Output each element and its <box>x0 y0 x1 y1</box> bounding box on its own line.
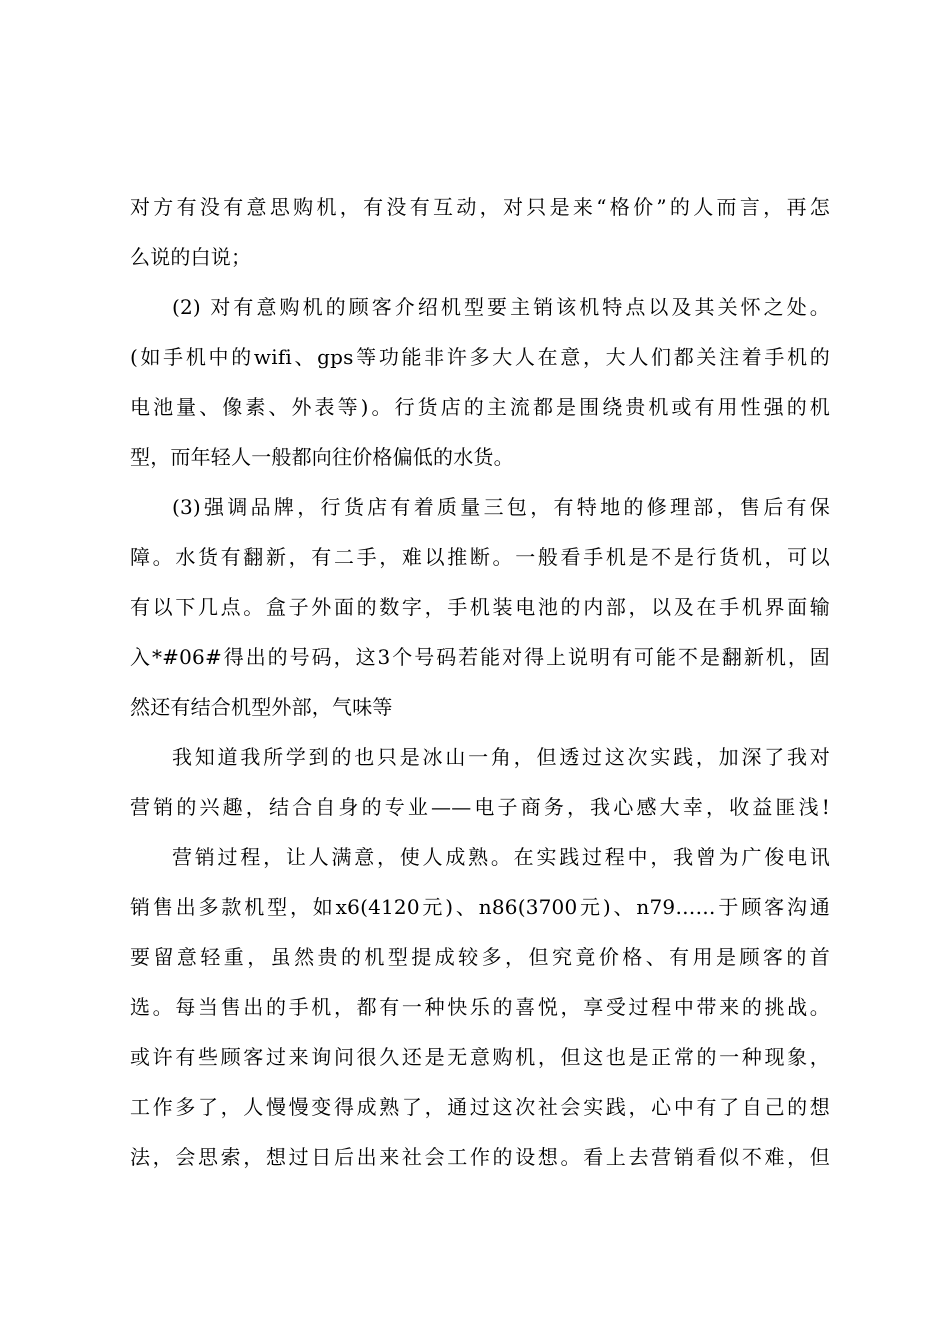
text-line-7: (3)强调品牌，行货店有着质量三包，有特地的修理部，售后有保 <box>172 495 830 519</box>
text-line-8: 障。水货有翻新，有二手，难以推断。一般看手机是不是行货机，可以 <box>130 545 830 569</box>
text-line-17: 选。每当售出的手机，都有一种快乐的喜悦，享受过程中带来的挑战。 <box>130 995 830 1019</box>
text-line-5: 电池量、像素、外表等)。行货店的主流都是围绕贵机或有用性强的机 <box>130 395 830 419</box>
text-line-6: 型，而年轻人一般都向往价格偏低的水货。 <box>130 445 514 469</box>
text-line-12: 我知道我所学到的也只是冰山一角，但透过这次实践，加深了我对 <box>172 745 830 769</box>
text-line-14: 营销过程，让人满意，使人成熟。在实践过程中，我曾为广俊电讯 <box>172 845 830 869</box>
text-line-9: 有以下几点。盒子外面的数字，手机装电池的内部，以及在手机界面输 <box>130 595 830 619</box>
text-line-20: 法，会思索，想过日后出来社会工作的设想。看上去营销看似不难，但 <box>130 1145 830 1169</box>
text-line-16: 要留意轻重，虽然贵的机型提成较多，但究竟价格、有用是顾客的首 <box>130 945 830 969</box>
text-line-4: (如手机中的wifi、gps等功能非许多大人在意，大人们都关注着手机的 <box>130 345 830 369</box>
text-line-3: (2) 对有意购机的顾客介绍机型要主销该机特点以及其关怀之处。 <box>172 295 830 319</box>
text-line-15: 销售出多款机型，如x6(4120元)、n86(3700元)、n79……于顾客沟通 <box>130 895 830 919</box>
text-line-18: 或许有些顾客过来询问很久还是无意购机，但这也是正常的一种现象， <box>130 1045 830 1069</box>
text-line-2: 么说的白说； <box>130 245 252 269</box>
text-line-13: 营销的兴趣，结合自身的专业——电子商务，我心感大幸，收益匪浅! <box>130 795 830 819</box>
text-line-11: 然还有结合机型外部，气味等 <box>130 695 393 719</box>
text-line-10: 入*#06#得出的号码，这3个号码若能对得上说明有可能不是翻新机，固 <box>130 645 830 669</box>
text-line-19: 工作多了，人慢慢变得成熟了，通过这次社会实践，心中有了自己的想 <box>130 1095 830 1119</box>
text-line-1: 对方有没有意思购机，有没有互动，对只是来“格价”的人而言，再怎 <box>130 195 830 219</box>
